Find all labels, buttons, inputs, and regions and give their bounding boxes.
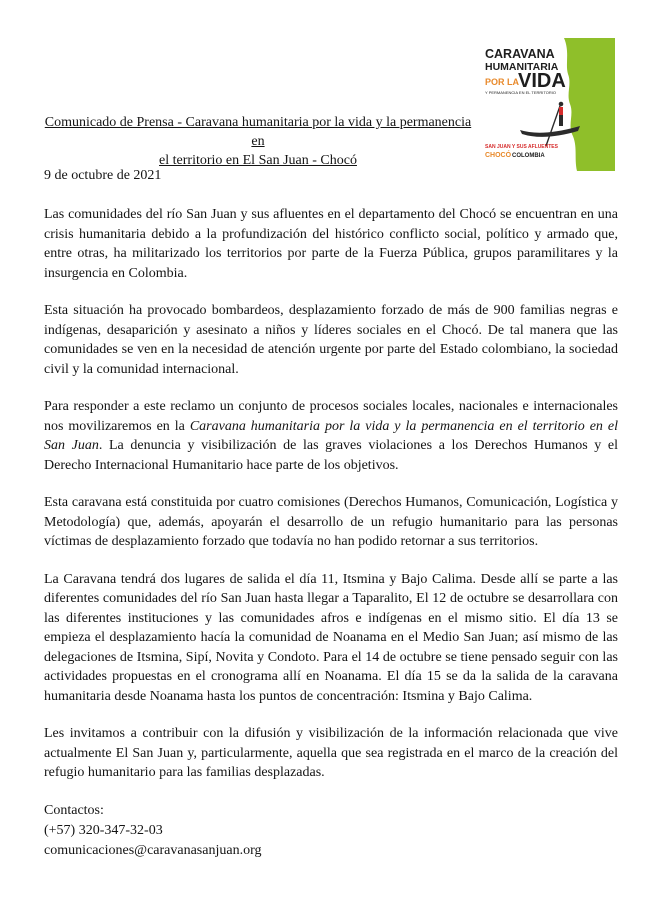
rower-legs [559,115,563,126]
paragraph-schedule: La Caravana tendrá dos lugares de salida el día 11, Itsmina y Bajo Calima. Desde allí se parte a las diferentes comunidades del río San Juan hasta llegar a Taparalito, El 12 de octubre se desarrollara con las diferentes instituciones y las comunidades afros e indígenas en el mismo sitio. El día 13 se empieza el desplazamiento hacía la comunidad de Noanama en el Medio San Juan; así mismo de las delegaciones de Itsmina, Sipí, Novita y Condoto. Para el 14 de octubre se tiene pensado seguir con las actividades propuestas en el cronograma allí en Noanama. El día 15 se da la salida de la caravana humanitaria desde Noanama hasta los puntos de concentración: Itsmina y Bajo Calima. [44,571,618,704]
release-date: 9 de octubre de 2021 [44,168,162,183]
contact-phone: (+57) 320-347-32-03 [44,822,163,838]
paragraph-mobilization-start: Para responder a este reclamo un conjunto de procesos sociales locales, nacionales e internacionales nos movilizaremos en la [44,399,618,434]
poster-line2: HUMANITARIA [485,61,559,73]
title-line1: Comunicado de Prensa - Caravana humanitaria por la vida y la permanencia en [44,115,472,149]
contacts-heading: Contactos: [44,802,104,818]
rower-body [559,107,563,115]
paragraph-commissions: Esta caravana está constituida por cuatro comisiones (Derechos Humanos, Comunicación, Logística y Metodología) que, además, apoyarán el desarrollo de un refugio humanitario para las personas víctimas de desplazamiento forzado que todavía no han podido retornar a sus territorios. [44,495,618,549]
paragraph-mobilization [44,397,618,475]
body-text [44,205,618,861]
poster-line6b: COLOMBIA [512,153,545,159]
poster-graphic [482,38,615,171]
paddle-pole [546,106,560,146]
contact-email[interactable]: comunicaciones@caravanasanjuan.org [44,842,262,858]
poster-line6a: CHOCÓ [485,152,512,159]
press-release-title [40,113,476,170]
poster-line3a: POR LA [485,77,520,87]
paragraph-invitation: Les invitamos a contribuir con la difusión y visibilización de la información relacionada que vive actualmente El San Juan y, particularmente, aquella que sea registrada en el marco de la creación del refugio humanitario para las familias desplazadas. [44,726,618,780]
contacts-section [44,801,618,861]
poster-line5: SAN JUAN Y SUS AFLUENTES [485,144,558,150]
paragraph-mobilization-end: . La denuncia y visibilización de las graves violaciones a los Derechos Humanos y el Derecho Internacional Humanitario hace parte de los objetivos. [44,438,619,473]
paragraph-crisis: Las comunidades del río San Juan y sus afluentes en el departamento del Chocó se encuentran en una crisis humanitaria debido a la profundización del histórico conflicto social, político y armado que, entre otras, ha militarizado los territorios por parte de la Fuerza Pública, grupos paramilitares y la insurgencia en Colombia. [44,207,618,281]
caravan-name-italic: Caravana humanitaria por la vida y la permanencia en el territorio en el San Juan [44,418,618,453]
paragraph-situation: Esta situación ha provocado bombardeos, desplazamiento forzado de más de 900 familias negras e indígenas, desaparición y asesinato a niños y líderes sociales en el Chocó. De tal manera que las comunidades se ven en la necesidad de atención urgente por parte del Estado colombiano, la sociedad civil y la comunidad internacional. [44,303,618,377]
caravana-poster-logo [482,38,615,171]
green-landscape-shape [564,38,615,171]
rower-head [559,102,564,107]
poster-line4: Y PERMANENCIA EN EL TERRITORIO [485,90,556,95]
poster-line1: CARAVANA [485,47,555,61]
title-line2: el territorio en El San Juan - Chocó [159,153,357,168]
poster-line3b: VIDA [518,70,566,92]
